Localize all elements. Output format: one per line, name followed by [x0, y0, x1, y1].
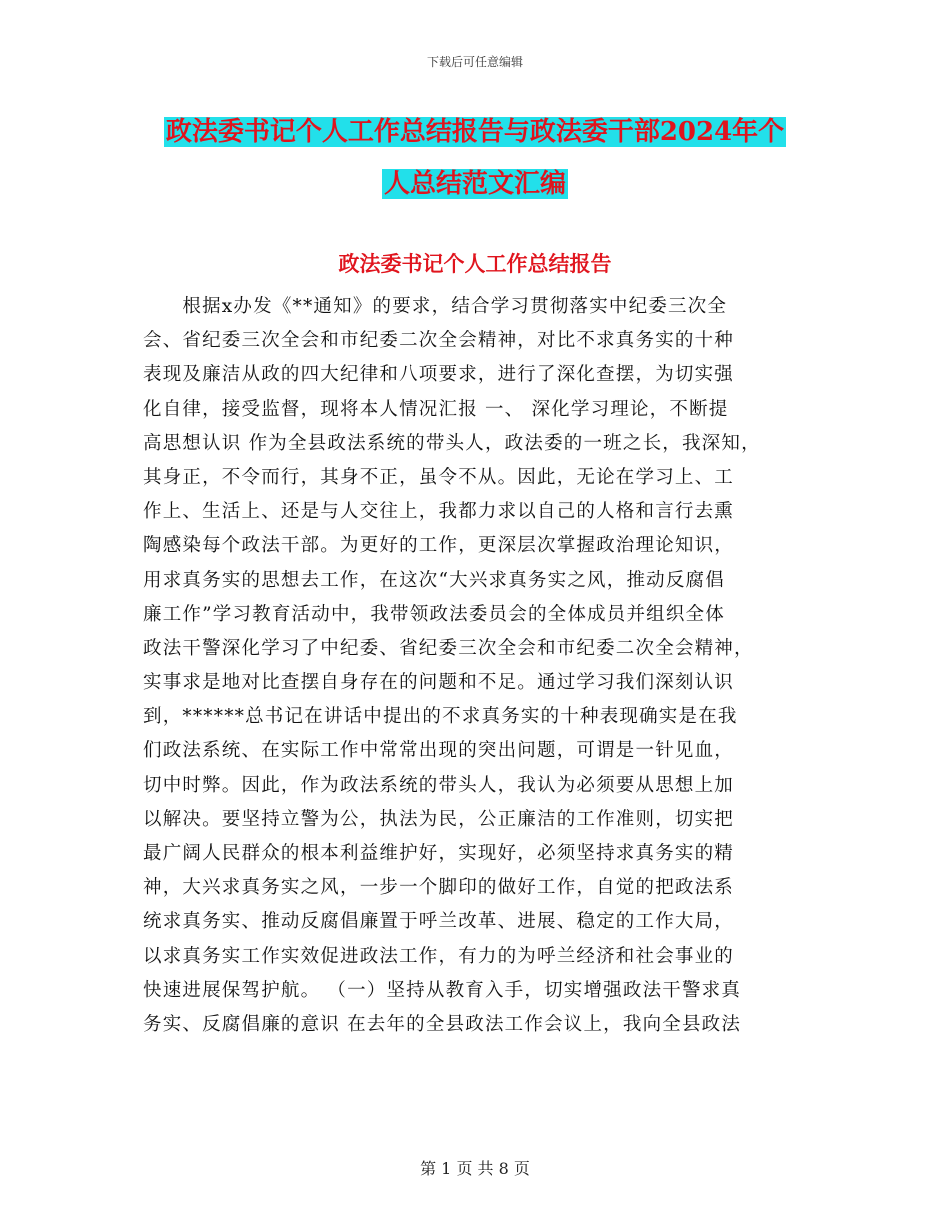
body-line: 实事求是地对比查摆自身存在的问题和不足。通过学习我们深刻认识: [143, 672, 735, 694]
body-line: 廉工作”学习教育活动中，我带领政法委员会的全体成员并组织全体: [143, 603, 725, 625]
body-line: 其身正，不令而行，其身不正，虽令不从。因此，无论在学习上、工: [143, 466, 735, 488]
body-line: 化自律，接受监督，现将本人情况汇报 一、 深化学习理论，不断提: [143, 398, 729, 420]
body-line: 政法干警深化学习了中纪委、省纪委三次全会和市纪委二次全会精神，: [143, 637, 754, 659]
body-line: 到，******总书记在讲话中提出的不求真务实的十种表现确实是在我: [143, 706, 738, 728]
body-line: 最广阔人民群众的根本利益维护好，实现好，必须坚持求真务实的精: [143, 843, 735, 864]
body-text: [143, 290, 813, 1042]
body-line: 陶感染每个政法干部。为更好的工作，更深层次掌握政治理论知识，: [143, 535, 735, 557]
body-line: 以求真务实工作实效促进政法工作，有力的为呼兰经济和社会事业的: [143, 945, 735, 967]
body-line: 统求真务实、推动反腐倡廉置于呼兰改革、进展、稳定的工作大局，: [143, 911, 735, 933]
body-line: 以解决。要坚持立警为公，执法为民，公正廉洁的工作准则，切实把: [143, 808, 735, 830]
body-line: 务实、反腐倡廉的意识 在去年的全县政法工作会议上，我向全县政法: [143, 1013, 742, 1035]
title-line-1: 政法委书记个人工作总结报告与政法委干部2024年个: [165, 117, 785, 147]
body-line: 切中时弊。因此，作为政法系统的带头人，我认为必须要从思想上加: [143, 774, 735, 796]
body-line: 们政法系统、在实际工作中常常出现的突出问题，可谓是一针见血，: [143, 740, 735, 762]
title-line-2: 人总结范文汇编: [383, 169, 566, 199]
body-line: 快速进展保驾护航。 （一）坚持从教育入手，切实增强政法干警求真: [143, 979, 742, 1001]
section-heading: 政法委书记个人工作总结报告: [338, 251, 612, 276]
body-line: 神，大兴求真务实之风，一步一个脚印的做好工作，自觉的把政法系: [143, 877, 735, 899]
body-line: 表现及廉洁从政的四大纪律和八项要求，进行了深化查摆，为切实强: [143, 364, 735, 386]
body-line: 作上、生活上、还是与人交往上，我都力求以自己的人格和言行去熏: [143, 501, 735, 523]
page-header: 下载后可任意编辑: [426, 55, 523, 69]
document-title: [0, 113, 950, 203]
page-footer: 第 1 页 共 8 页: [420, 1159, 530, 1178]
body-line: 会、省纪委三次全会和市纪委二次全会精神，对比不求真务实的十种: [143, 330, 735, 352]
body-line: 高思想认识 作为全县政法系统的带头人，政法委的一班之长，我深知，: [143, 432, 761, 454]
body-line: 用求真务实的思想去工作，在这次“大兴求真务实之风，推动反腐倡: [143, 569, 725, 591]
body-line: 根据x办发《**通知》的要求，结合学习贯彻落实中纪委三次全: [143, 296, 728, 317]
